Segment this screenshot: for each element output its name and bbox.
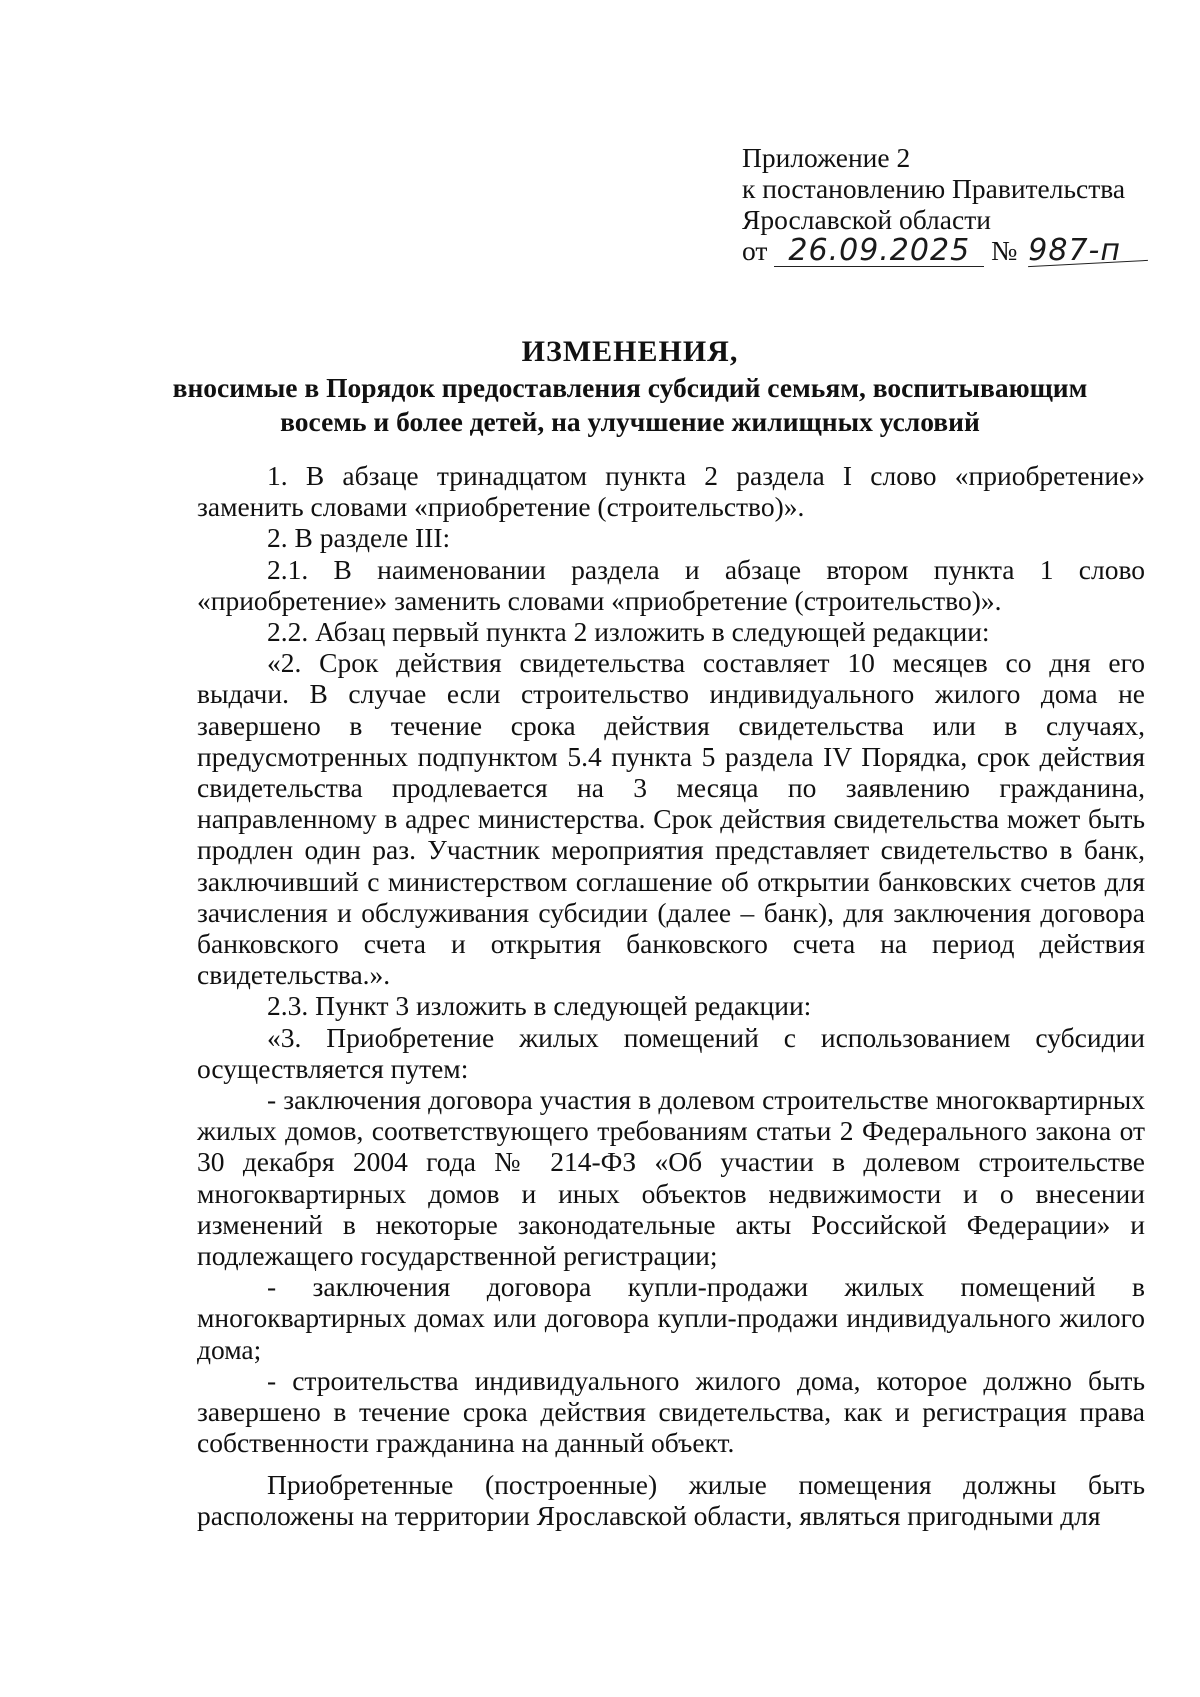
list-item-equity-contract: - заключения договора участия в долевом строительстве многоквартирных жилых домов, соответствующего требованиям статьи 2 Федерального закона от 30 декабря 2004 года № 214-ФЗ «Об участии в долевом строительстве многоквартирных домов и иных объектов недвижимости и о внесении изменений в некоторые законодательные акты Российской Федерации» и подлежащего государственной регистрации; [197,1084,1145,1272]
handwritten-date: 26.09.2025 [774,236,984,267]
date-prefix: от [742,235,768,266]
number-prefix: № [991,235,1018,266]
paragraph-location-requirements: Приобретенные (построенные) жилые помещения должны быть расположены на территории Ярославской области, являться пригодными для [197,1468,1145,1531]
appendix-reference: к постановлению Правительства [742,173,1126,204]
appendix-header [742,142,1148,267]
document-body [197,460,1145,1531]
paragraph-1: 1. В абзаце тринадцатом пункта 2 раздела I слово «приобретение» заменить словами «приобретение (строительство)». [197,460,1145,523]
paragraph-2-1: 2.1. В наименовании раздела и абзаце втором пункта 1 слово «приобретение» заменить словами «приобретение (строительство)». [197,553,1145,616]
quoted-clause-3: «3. Приобретение жилых помещений с использованием субсидии осуществляется путем: [197,1021,1145,1084]
appendix-region: Ярославской области [742,204,991,235]
handwritten-number: 987-п [1024,235,1148,266]
list-item-construction: - строительства индивидуального жилого дома, которое должно быть завершено в течение срока действия свидетельства, как и регистрация права собственности гражданина на данный объект. [197,1364,1145,1459]
title-subtitle-line-2: восемь и более детей, на улучшение жилищных условий [280,406,980,437]
appendix-title: Приложение 2 [742,142,911,173]
title-subtitle-line-1: вносимые в Порядок предоставления субсидий семьям, воспитывающим [172,372,1088,403]
title-main: ИЗМЕНЕНИЯ, [521,335,739,368]
list-item-purchase-contract: - заключения договора купли-продажи жилых помещений в многоквартирных домах или договора купли-продажи индивидуального жилого дома; [197,1271,1145,1365]
document-title [170,333,1090,439]
paragraph-2: 2. В разделе III: [267,522,451,554]
quoted-clause-2: «2. Срок действия свидетельства составляет 10 месяцев со дня его выдачи. В случае если строительство индивидуального жилого дома не завершено в течение срока действия свидетельства или в случаях, предусмотренных подпунктом 5.4 пункта 5 раздела IV Порядка, срок действия свидетельства продлевается на 3 месяца по заявлению гражданина, направленному в адрес министерства. Срок действия свидетельства может быть продлен один раз. Участник мероприятия представляет свидетельство в банк, заключивший с министерством соглашение об открытии банковских счетов для зачисления и обслуживания субсидии (далее – банк), для заключения договора банковского счета и открытия банковского счета на период действия свидетельства.». [197,647,1145,991]
paragraph-2-3: 2.3. Пункт 3 изложить в следующей редакции: [267,990,812,1022]
appendix-date-number-line [742,235,1148,267]
paragraph-2-2: 2.2. Абзац первый пункта 2 изложить в следующей редакции: [267,616,990,648]
